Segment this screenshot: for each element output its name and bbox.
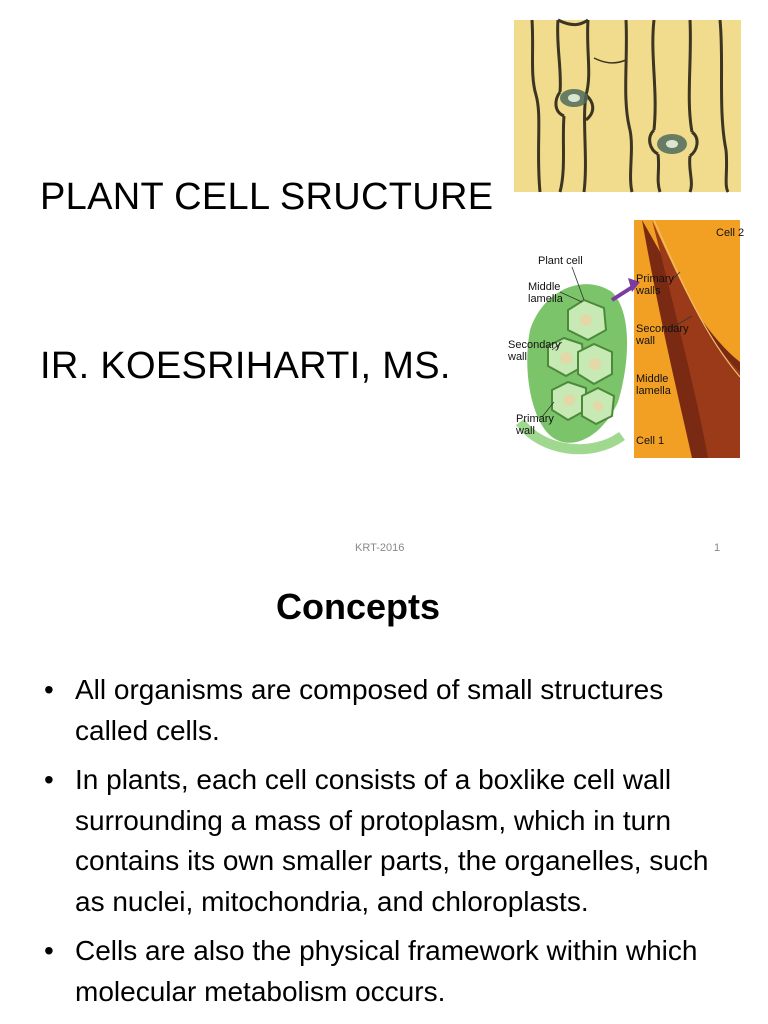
label-secondary-wall: Secondary wall bbox=[508, 339, 561, 363]
slide-heading: Concepts bbox=[275, 586, 441, 627]
list-item bbox=[44, 760, 734, 922]
label-primary-walls: Primary walls bbox=[636, 273, 674, 297]
concepts-slide bbox=[0, 576, 768, 1024]
label-cell-1: Cell 1 bbox=[636, 435, 665, 447]
cell-wall-diagram bbox=[502, 212, 745, 462]
bullet-icon: • bbox=[44, 764, 54, 795]
label-secondary-wall-right: Secondary wall bbox=[636, 323, 689, 347]
slide-page-number: 1 bbox=[714, 542, 721, 554]
label-cell-2: Cell 2 bbox=[716, 227, 745, 239]
cell-micrograph-image bbox=[514, 20, 741, 192]
label-plant-cell: Plant cell bbox=[538, 255, 583, 267]
list-item bbox=[44, 931, 734, 1012]
bullet-text: Cells are also the physical framework within which molecular metabolism occurs. bbox=[75, 935, 698, 1007]
slide-footer-label: KRT-2016 bbox=[355, 542, 405, 554]
micrograph-drawing bbox=[514, 20, 741, 192]
author-name: IR. KOESRIHARTI, MS. bbox=[40, 345, 451, 387]
bullet-text: In plants, each cell consists of a boxlike cell wall surrounding a mass of protoplasm, which in turn contains its own smaller parts, the organelles, such as nuclei, mitochondria, and chloroplasts. bbox=[75, 764, 709, 917]
bullet-list bbox=[44, 670, 734, 1021]
label-middle-lamella: Middle lamella bbox=[528, 281, 563, 305]
label-primary-wall: Primary wall bbox=[516, 413, 554, 437]
list-item bbox=[44, 670, 734, 751]
bullet-text: All organisms are composed of small structures called cells. bbox=[75, 674, 664, 746]
bullet-icon: • bbox=[44, 935, 54, 966]
bullet-icon: • bbox=[44, 674, 54, 705]
slide-title: PLANT CELL SRUCTURE bbox=[40, 176, 494, 218]
cell-wall-diagram-drawing bbox=[502, 212, 745, 462]
label-middle-lamella-right: Middle lamella bbox=[636, 373, 671, 397]
